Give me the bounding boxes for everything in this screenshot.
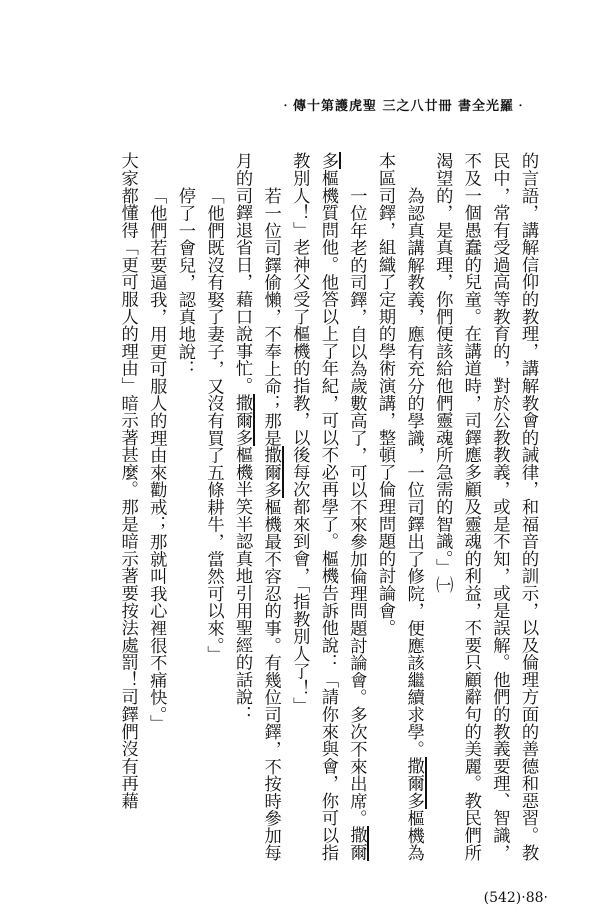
paragraph-2 (370, 152, 427, 864)
paragraph-2-text-a: 為認真講解教義，應有充分的學識，一位司鐸出了修院，便應該繼續求學。 (403, 186, 424, 758)
paragraph-2-text-b: 樞機為本區司鐸，組織了定期的學術演講，整頓了倫理問題的討論會。 (375, 152, 424, 861)
paragraph-5 (199, 152, 228, 864)
proper-name-mark: 撒爾多 (404, 757, 427, 809)
paragraph-7-text: 「他們若要逼我，用更可服人的理由來勸戒；那就叫我心裡很不痛快。」 (146, 186, 167, 732)
paragraph-6-text: 停了一會兒，認真地說： (174, 186, 195, 377)
paragraph-4 (227, 152, 284, 864)
page-number: (542)‧88‧ (483, 890, 548, 906)
paragraph-1-text: 的言語，講解信仰的教理，講解教會的誡律，和福音的訓示，以及倫理方面的善德和惡習。教民中，常有受過高等教育的，對於公教教義，或是不知，或是誤解。他們的教義要理、智識，不及一個愚蠢的兒童。在講道時，司鐸應多顧及靈魂的利益，不要只顧辭句的美麗。教民們所渴望的，是真理，你們便該給他們靈魂所急需的智識。」㈠ (432, 152, 538, 861)
paragraph-3-text-a: 一位年老的司鐸，自以為歲數高了，可以不來參加倫理問題討論會。多次不來出席。 (346, 186, 367, 827)
paragraph-8 (113, 152, 142, 864)
running-head: ‧傳十第護虎聖 三之八廿冊 書全光羅‧ (278, 99, 528, 114)
paragraph-3 (285, 152, 371, 864)
paragraph-4-text-a: 若一位司鐸偷懶，不奉上命；那是 (260, 186, 281, 446)
paragraph-6 (170, 152, 199, 864)
paragraph-4-text-c: 樞機半笑半認真地引用聖經的話說： (232, 445, 253, 723)
paragraph-5-text: 「他們既沒有娶了妻子，又沒有買了五條耕牛，當然可以來。」 (203, 186, 224, 663)
paragraph-8-text: 大家都懂得「更可服人的理由」暗示著甚麼。那是暗示著要按法處罰！司鐸們沒有再藉 (117, 152, 138, 810)
paragraph-1 (428, 152, 542, 864)
paragraph-3-text-b: 樞機質問他。他答以上了年紀，可以不必再學了。樞機告訴他說：「請你來與會，你可以指教別人！」老神父受了樞機的指教，以後每次都來到會，「指教別人了！」 (289, 152, 338, 861)
proper-name-mark: 撒爾多 (318, 152, 370, 861)
paragraph-7 (142, 152, 171, 864)
body-text (42, 152, 542, 864)
proper-name-mark: 撒爾多 (232, 394, 255, 446)
proper-name-mark: 撒爾多 (261, 446, 284, 498)
paragraph-4-text-b: 樞機最不容忍的事。有幾位司鐸，不按時參加每月的司鐸退省日，藉口說事忙。 (232, 152, 281, 861)
